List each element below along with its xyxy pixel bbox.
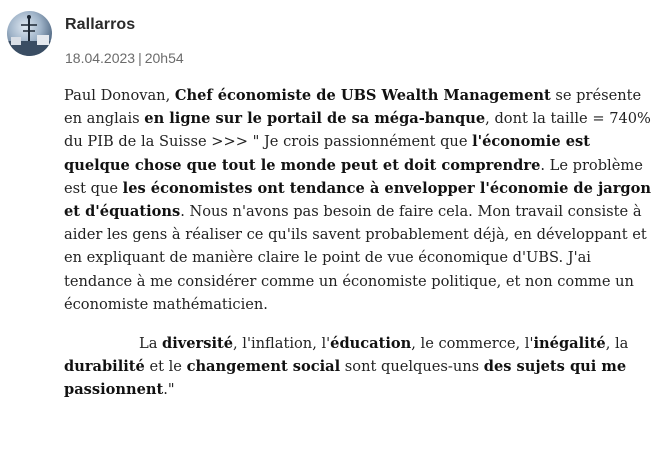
body-text: La: [139, 335, 163, 353]
body-text: . Le problème est que: [64, 156, 643, 197]
body-text: , dont la taille = 740% du PIB de la Suisse >>> " Je crois passionnément que: [64, 110, 651, 151]
emphasis-text: en ligne sur le portail de sa méga-banque: [144, 110, 486, 128]
comment-paragraph-1: [64, 84, 656, 316]
body-text: Paul Donovan,: [64, 87, 175, 104]
comment-time: 20h54: [144, 50, 184, 66]
emphasis-text: changement social: [186, 358, 341, 376]
body-text: , l'inflation, l': [233, 335, 331, 353]
emphasis-text: l'économie est quelque chose que tout le monde peut et doit comprendre: [64, 133, 590, 174]
emphasis-text: éducation: [330, 335, 412, 353]
emphasis-text: Chef économiste de UBS Wealth Management: [174, 87, 551, 104]
comment-paragraph-2: [64, 332, 656, 402]
emphasis-text: inégalité: [533, 335, 606, 353]
comment-meta: [65, 50, 184, 66]
comment-date: 18.04.2023: [65, 50, 136, 66]
body-text: se présente en anglais: [64, 87, 642, 128]
emphasis-text: des sujets qui me passionnent: [64, 358, 627, 399]
avatar[interactable]: [7, 11, 52, 56]
body-text: , le commerce, l': [411, 335, 534, 353]
body-text: sont quelques-uns: [340, 358, 484, 376]
emphasis-text: les économistes ont tendance à envelopper l'économie de jargon et d'équations: [64, 179, 651, 221]
body-text: . Nous n'avons pas besoin de faire cela. Mon travail consiste à aider les gens à réaliser ce qu'ils savent probablement déjà, en développant et en expliquant de manière claire le point de vue économique d'UBS. J'ai tendance à me considérer comme un économiste politique, et non comme un économiste mathématicien.: [64, 203, 647, 313]
body-text: , la: [605, 335, 629, 353]
body-text: et le: [144, 358, 187, 376]
emphasis-text: durabilité: [64, 358, 145, 376]
author-name[interactable]: Rallarros: [65, 16, 136, 33]
avatar-image: [7, 11, 52, 56]
emphasis-text: diversité: [162, 335, 234, 353]
body-text: .": [163, 381, 175, 399]
comment-body: [64, 84, 656, 402]
meta-separator: |: [138, 50, 142, 66]
